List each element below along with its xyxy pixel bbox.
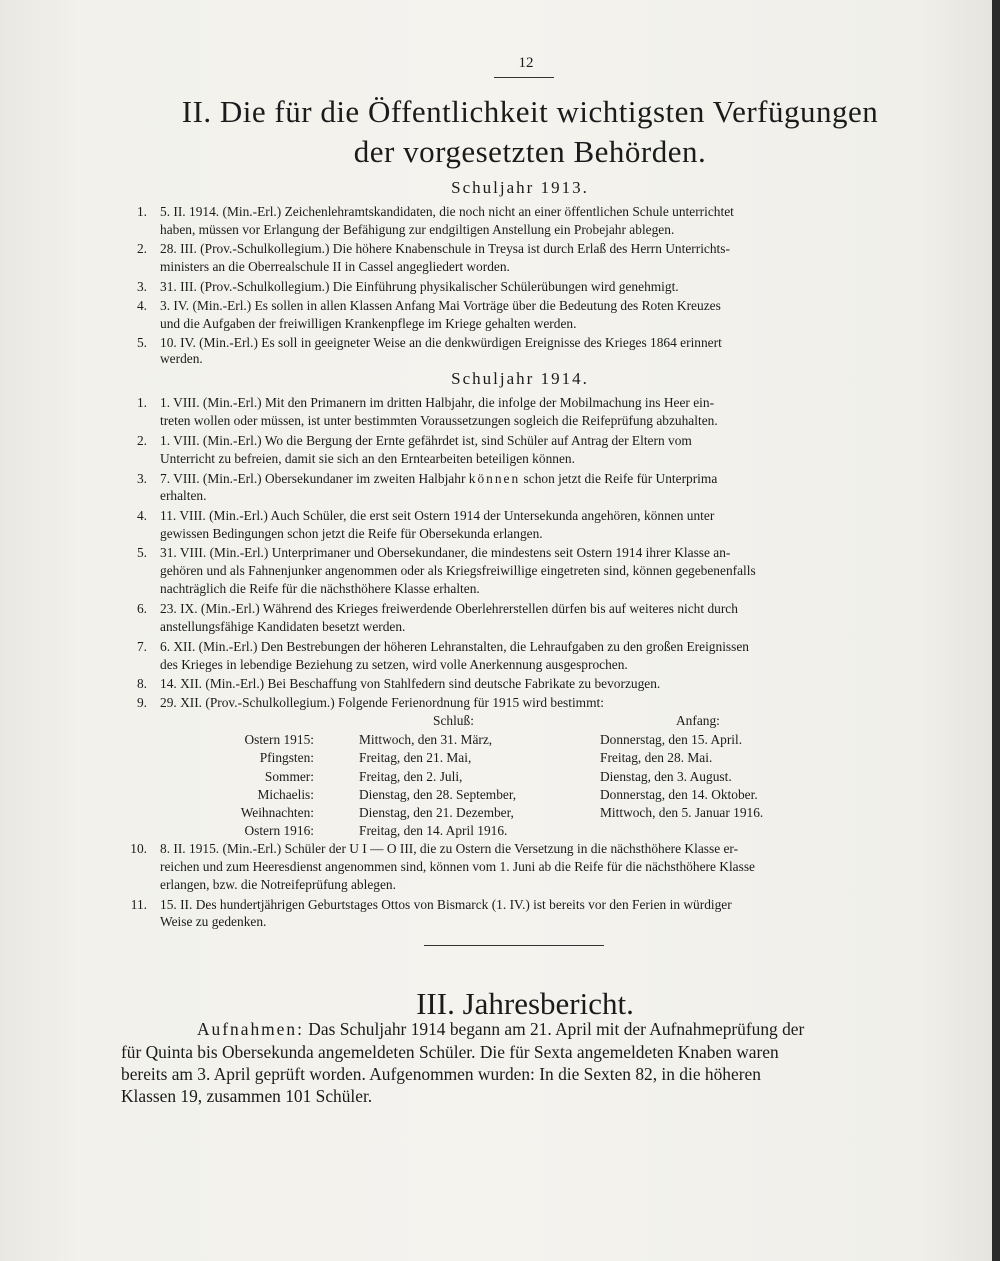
section-separator [424,945,604,946]
report-line: Klassen 19, zusammen 101 Schüler. [121,1086,373,1106]
item-text: 5. II. 1914. (Min.-Erl.) Zeichenlehramtskandidaten, die noch nicht an einer öffentlichen Schule unterrichtet [160,204,734,219]
ferien-anfang: Donnerstag, den 15. April. [600,732,743,747]
ferien-name: Michaelis: [257,787,314,802]
item-number: 4. [136,508,147,523]
item-text: Weise zu gedenken. [160,914,267,929]
ferien-schluss: Freitag, den 2. Juli, [359,769,463,784]
ferien-schluss: Mittwoch, den 31. März, [359,732,493,747]
item-text: 3. IV. (Min.-Erl.) Es sollen in allen Klassen Anfang Mai Vorträge über die Bedeutung des Roten Kreuzes [160,298,721,313]
ferien-name: Weihnachten: [240,805,314,820]
item-number: 5. [136,335,147,350]
item-text-part: 7. VIII. (Min.-Erl.) Obersekundaner im zweiten Halbjahr [160,471,466,486]
ferien-header-schluss: Schluß: [433,713,474,728]
ferien-anfang: Freitag, den 28. Mai. [600,750,713,765]
ferien-schluss: Freitag, den 21. Mai, [359,750,472,765]
item-text: 6. XII. (Min.-Erl.) Den Bestrebungen der höheren Lehranstalten, die Lehraufgaben zu den großen Ereignissen [160,639,749,654]
ferien-name: Ostern 1916: [244,823,314,838]
item-text: 1. VIII. (Min.-Erl.) Wo die Bergung der Ernte gefährdet ist, sind Schüler auf Antrag der Eltern vom [160,433,692,448]
page-number: 12 [518,55,534,71]
item-number: 1. [136,395,147,410]
ferien-name: Sommer: [264,769,314,784]
item-text: reichen und zum Heeresdienst angenommen sind, können vom 1. Juni ab die Reife für die nächsthöhere Klasse [160,859,755,874]
item-text: treten wollen oder müssen, ist unter bestimmten Voraussetzungen sogleich die Reifeprüfung abzuhalten. [160,413,718,428]
section3-title: III. Jahresbericht. [416,986,634,1021]
item-number: 2. [136,433,147,448]
item-text: 10. IV. (Min.-Erl.) Es soll in geeigneter Weise an die denkwürdigen Ereignisse des Krieges 1864 erinnert [160,335,722,350]
report-text: Das Schuljahr 1914 begann am 21. April mit der Aufnahmeprüfung der [308,1019,805,1039]
item-text: 11. VIII. (Min.-Erl.) Auch Schüler, die erst seit Ostern 1914 der Untersekunda angehören, können unter [160,508,715,523]
ferien-name: Pfingsten: [259,750,314,765]
item-text: erhalten. [160,488,207,503]
item-text: anstellungsfähige Kandidaten besetzt werden. [160,619,406,634]
item-number: 6. [136,601,147,616]
section-title-line1: II. Die für die Öffentlichkeit wichtigsten Verfügungen [181,94,879,129]
ferien-schluss: Dienstag, den 21. Dezember, [359,805,514,820]
ferien-anfang: Donnerstag, den 14. Oktober. [600,787,758,802]
item-number: 7. [136,639,147,654]
item-text: ministers an die Oberrealschule II in Cassel angegliedert worden. [160,259,510,274]
item-number: 11. [130,897,147,912]
item-text: werden. [160,351,203,366]
report-line: bereits am 3. April geprüft worden. Aufgenommen wurden: In die Sexten 82, in die höheren [121,1064,761,1084]
item-text: 31. VIII. (Min.-Erl.) Unterprimaner und Obersekundaner, die mindestens seit Ostern 1914 ihrer Klasse an- [160,545,731,560]
ferien-schluss: Dienstag, den 28. September, [359,787,517,802]
item-text: Unterricht zu befreien, damit sie sich an den Erntearbeiten beteiligen können. [160,451,575,466]
page-edge [992,0,1000,1261]
item-number: 8. [136,676,147,691]
item-number: 1. [136,204,147,219]
item-text: 15. II. Des hundertjährigen Geburtstages Ottos von Bismarck (1. IV.) ist bereits vor den Ferien in würdiger [160,897,732,912]
page-number-rule [494,77,554,78]
item-text: 8. II. 1915. (Min.-Erl.) Schüler der U I — O III, die zu Ostern die Versetzung in die nächsthöhere Klasse er- [160,841,739,856]
item-text: 1. VIII. (Min.-Erl.) Mit den Primanern im dritten Halbjahr, die infolge der Mobilmachung ins Heer ein- [160,395,715,410]
item-text: gehören und als Fahnenjunker angenommen oder als Kriegsfreiwillige eingetreten sind, können gegebenenfalls [160,563,756,578]
item-text-part: schon jetzt die Reife für Unterprima [523,471,718,486]
item-number: 9. [136,695,147,710]
item-text: des Krieges in lebendige Beziehung zu setzen, wird volle Anerkennung ausgesprochen. [160,657,628,672]
ferien-name: Ostern 1915: [244,732,314,747]
ferien-header-anfang: Anfang: [676,713,720,728]
item-text: und die Aufgaben der freiwilligen Krankenpflege im Kriege gehalten werden. [160,316,577,331]
ferien-anfang: Dienstag, den 3. August. [600,769,732,784]
item-number: 4. [136,298,147,313]
item-text: nachträglich die Reife für die nächsthöhere Klasse erhalten. [160,581,480,596]
year-heading-1913: Schuljahr 1913. [451,178,589,197]
item-text: erlangen, bzw. die Notreifeprüfung ablegen. [160,877,396,892]
item-text: 14. XII. (Min.-Erl.) Bei Beschaffung von Stahlfedern sind deutsche Fabrikate zu bevorzugen. [160,676,661,691]
item-text [160,470,717,488]
item-number: 3. [136,471,147,486]
ferien-anfang: Mittwoch, den 5. Januar 1916. [600,805,764,820]
item-text-emphasis: können [468,471,521,486]
item-number: 2. [136,241,147,256]
report-line [197,1018,804,1040]
item-text: 31. III. (Prov.-Schulkollegium.) Die Einführung physikalischer Schülerübungen wird genehmigt. [160,279,679,294]
item-number: 3. [136,279,147,294]
year-heading-1914: Schuljahr 1914. [451,369,589,388]
report-lead: Aufnahmen: [197,1019,304,1039]
item-text: haben, müssen vor Erlangung der Befähigung zur endgiltigen Anstellung ein Probejahr ablegen. [160,222,675,237]
item-text: gewissen Bedingungen schon jetzt die Reife für Obersekunda erlangen. [160,526,543,541]
section-title-line2: der vorgesetzten Behörden. [353,134,707,169]
item-text: 23. IX. (Min.-Erl.) Während des Krieges freiwerdende Oberlehrerstellen dürfen bis auf weiteres nicht durch [160,601,738,616]
report-line: für Quinta bis Obersekunda angemeldeten Schüler. Die für Sexta angemeldeten Knaben waren [121,1042,779,1062]
item-number: 10. [130,841,147,856]
item-text: 29. XII. (Prov.-Schulkollegium.) Folgende Ferienordnung für 1915 wird bestimmt: [160,695,604,710]
item-number: 5. [136,545,147,560]
ferien-schluss: Freitag, den 14. April 1916. [359,823,508,838]
item-text: 28. III. (Prov.-Schulkollegium.) Die höhere Knabenschule in Treysa ist durch Erlaß des Herrn Unterrichts- [160,241,730,256]
